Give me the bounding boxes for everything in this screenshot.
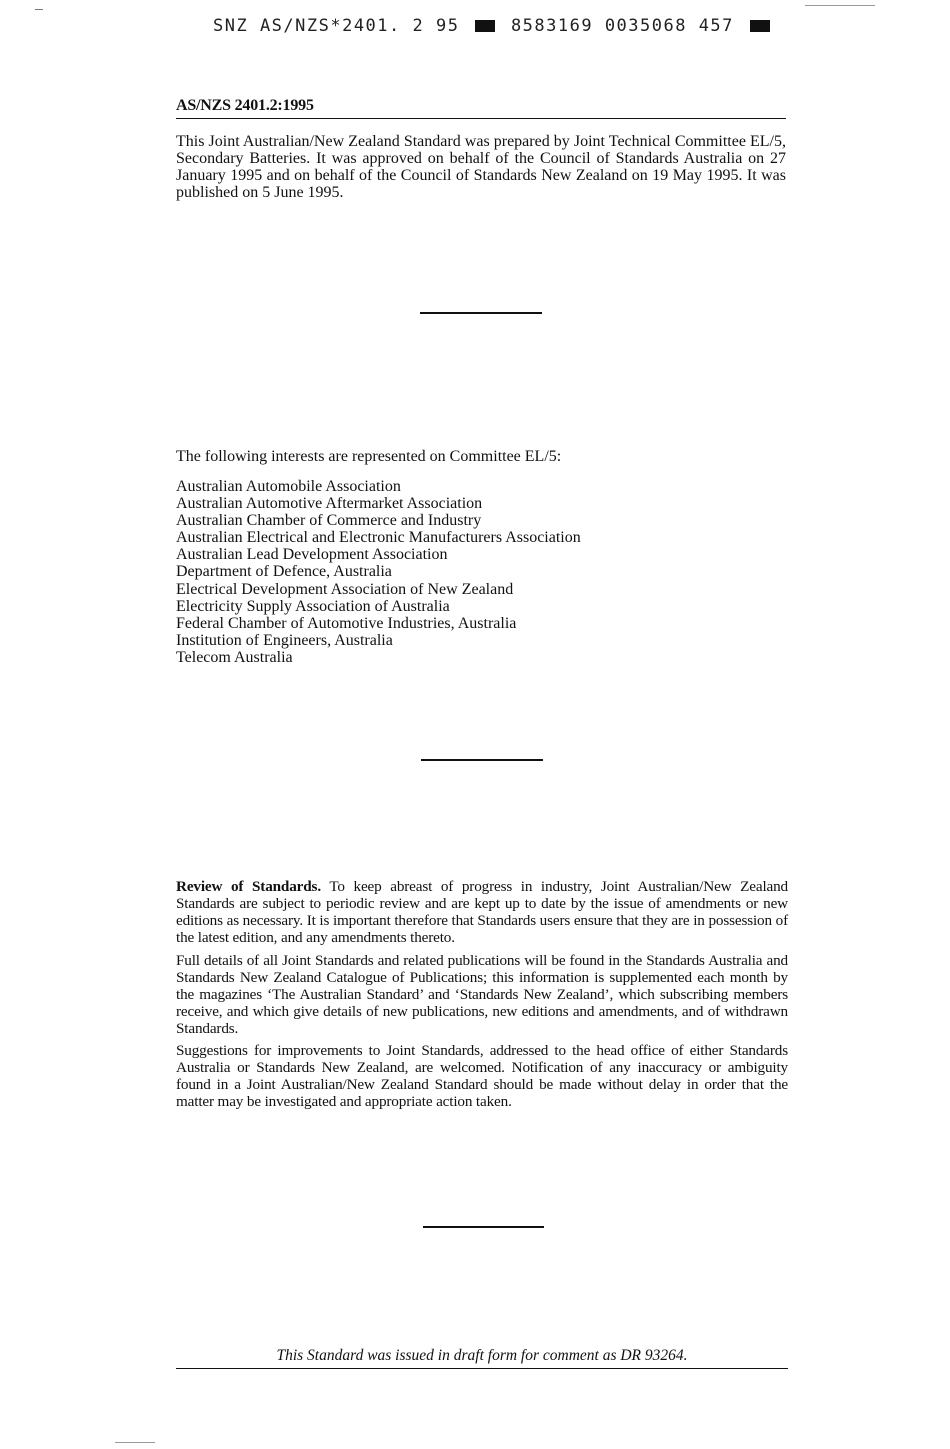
review-paragraph-1 bbox=[176, 878, 788, 946]
list-item: Federal Chamber of Automotive Industries, Australia bbox=[176, 614, 517, 632]
list-item: Australian Chamber of Commerce and Industry bbox=[176, 512, 482, 530]
scan-speck bbox=[35, 9, 43, 10]
list-item: Australian Automobile Association bbox=[176, 478, 401, 495]
list-item: Electrical Development Association of New Zealand bbox=[176, 580, 514, 598]
review-heading: Review of Standards. bbox=[176, 878, 321, 895]
review-text-1: To keep abreast of progress in industry, Joint Australian/New Zealand Standards are subject to periodic review and are kept up to date by the issue of amendments or new editions as necessary. It is important therefore that Standards users ensure that they are in possession of the latest edition, and any amendments thereto. bbox=[176, 878, 788, 946]
list-item: Telecom Australia bbox=[176, 648, 293, 666]
interests-list bbox=[176, 478, 581, 666]
draft-note: This Standard was issued in draft form for comment as DR 93264. bbox=[276, 1347, 688, 1364]
list-item: Australian Lead Development Association bbox=[176, 546, 448, 564]
list-item: Department of Defence, Australia bbox=[176, 563, 392, 581]
section-divider bbox=[420, 312, 542, 314]
standard-designation: AS/NZS 2401.2:1995 bbox=[176, 97, 314, 114]
heading-rule bbox=[176, 118, 786, 119]
footer-rule bbox=[176, 1368, 788, 1369]
redaction-block bbox=[475, 20, 495, 32]
list-item: Australian Automotive Aftermarket Association bbox=[176, 495, 483, 513]
scan-speck bbox=[805, 5, 875, 6]
section-divider bbox=[423, 1226, 544, 1228]
redaction-block bbox=[750, 20, 770, 32]
preparation-paragraph: This Joint Australian/New Zealand Standard was prepared by Joint Technical Committee EL/5, Secondary Batteries. It was approved on behalf of the Council of Standards Australia on 27 January 1995 and on behalf of the Council of Standards New Zealand on 19 May 1995. It was published on 5 June 1995. bbox=[176, 133, 786, 201]
list-item: Australian Electrical and Electronic Manufacturers Association bbox=[176, 529, 581, 547]
scan-header-stamp bbox=[213, 16, 774, 36]
scan-speck bbox=[115, 1442, 155, 1443]
review-paragraph-2: Full details of all Joint Standards and related publications will be found in the Standards Australia and Standards New Zealand Catalogue of Publications; this information is supplemented each month by the magazines ‘The Australian Standard’ and ‘Standards New Zealand’, which subscribing members receive, and which give details of new publications, new editions and amendments, and of withdrawn Standards. bbox=[176, 952, 788, 1037]
list-item: Electricity Supply Association of Australia bbox=[176, 597, 450, 615]
list-item: Institution of Engineers, Australia bbox=[176, 631, 393, 649]
section-divider bbox=[421, 759, 543, 761]
interests-intro: The following interests are represented on Committee EL/5: bbox=[176, 448, 562, 465]
stamp-serial: 8583169 0035068 457 bbox=[510, 16, 734, 36]
stamp-code: SNZ AS/NZS*2401. 2 95 bbox=[213, 16, 460, 36]
review-paragraph-3: Suggestions for improvements to Joint Standards, addressed to the head office of either Standards Australia or Standards New Zealand, are welcomed. Notification of any inaccuracy or ambiguity found in a Joint Australian/New Zealand Standard should be made without delay in order that the matter may be investigated and appropriate action taken. bbox=[176, 1042, 788, 1110]
